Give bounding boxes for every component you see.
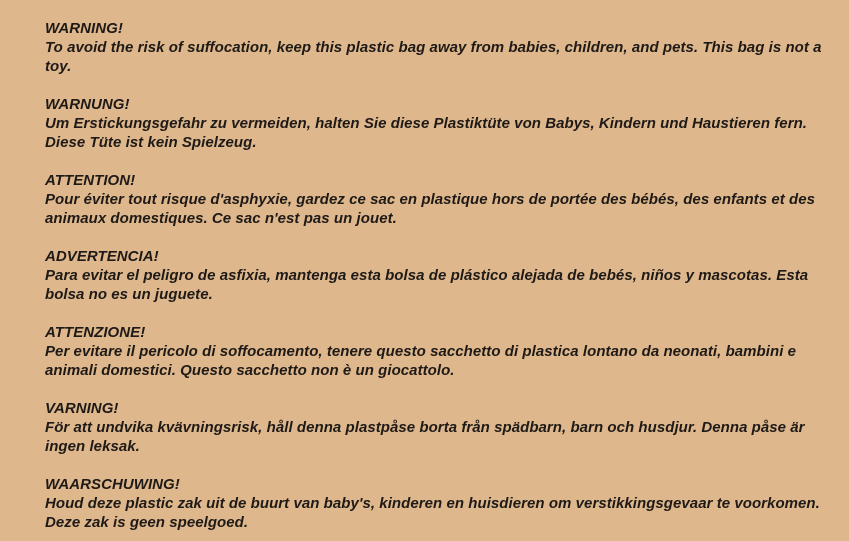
warning-block-dutch (45, 475, 829, 532)
warning-block-french (45, 171, 829, 228)
warning-heading-german: WARNUNG! (45, 96, 130, 113)
warning-heading-italian: ATTENZIONE! (45, 324, 146, 341)
warning-text-english: To avoid the risk of suffocation, keep this plastic bag away from babies, children, and pets. This bag is not a toy. (45, 39, 822, 75)
warning-heading-swedish: VARNING! (45, 400, 119, 417)
warning-text-german: Um Erstickungsgefahr zu vermeiden, halten Sie diese Plastiktüte von Babys, Kindern und Haustieren fern. Diese Tüte ist kein Spielzeug. (45, 115, 808, 151)
warning-text-swedish: För att undvika kvävningsrisk, håll denna plastpåse borta från spädbarn, barn och husdjur. Denna påse är ingen leksak. (45, 419, 805, 455)
warning-heading-spanish: ADVERTENCIA! (45, 248, 159, 265)
warning-text-italian: Per evitare il pericolo di soffocamento, tenere questo sacchetto di plastica lontano da neonati, bambini e animali domestici. Questo sacchetto non è un giocattolo. (45, 343, 797, 379)
warning-block-swedish (45, 399, 829, 456)
warning-text-dutch: Houd deze plastic zak uit de buurt van baby's, kinderen en huisdieren om verstikkingsgevaar te voorkomen. Deze zak is geen speelgoed. (45, 495, 820, 531)
warning-heading-dutch: WAARSCHUWING! (45, 476, 180, 493)
warning-block-spanish (45, 247, 829, 304)
warning-block-italian (45, 323, 829, 380)
warning-text-spanish: Para evitar el peligro de asfixia, mantenga esta bolsa de plástico alejada de bebés, niños y mascotas. Esta bolsa no es un juguete. (45, 267, 809, 303)
warning-block-english (45, 19, 829, 76)
warning-heading-english: WARNING! (45, 20, 123, 37)
warning-text-french: Pour éviter tout risque d'asphyxie, gardez ce sac en plastique hors de portée des bébés, des enfants et des animaux domestiques. Ce sac n'est pas un jouet. (45, 191, 815, 227)
warning-heading-french: ATTENTION! (45, 172, 136, 189)
warning-block-german (45, 95, 829, 152)
